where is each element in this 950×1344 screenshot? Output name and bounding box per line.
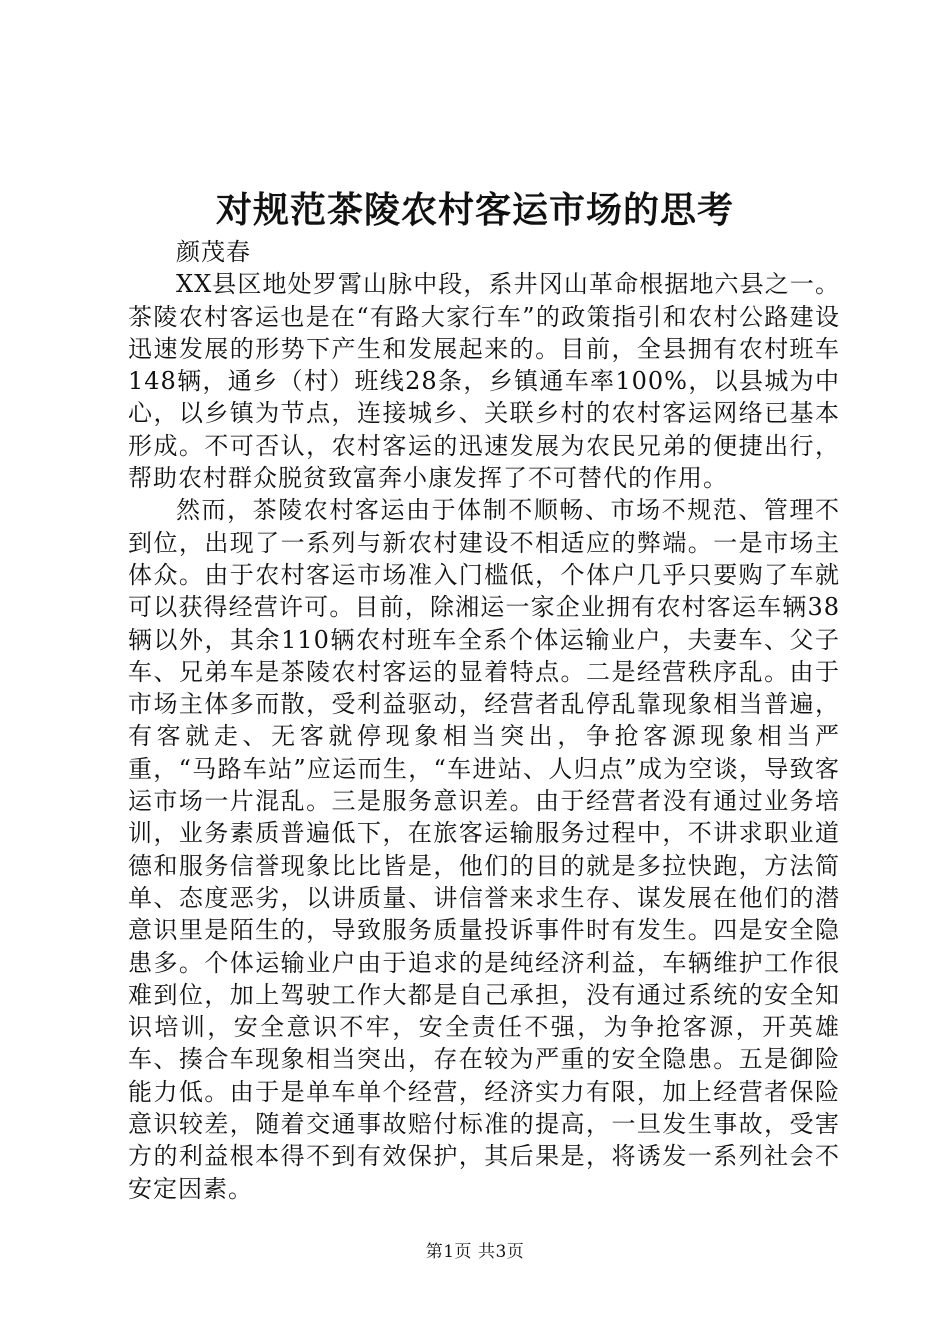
page-footer: 第1页 共3页 <box>425 1242 525 1262</box>
paragraph-2: 然而，茶陵农村客运由于体制不顺畅、市场不规范、管理不到位，出现了一系列与新农村建设不相适应的弊端。一是市场主体众。由于农村客运市场准入门槛低，个体户几乎只要购了车就可以获得经营许可。目前，除湘运一家企业拥有农村客运车辆38辆以外，其余110辆农村班车全系个体运输业户，夫妻车、父子车、兄弟车是茶陵农村客运的显着特点。二是经营秩序乱。由于市场主体多而散，受利益驱动，经营者乱停乱靠现象相当普遍，有客就走、无客就停现象相当突出，争抢客源现象相当严重，“马路车站”应运而生，“车进站、人归点”成为空谈，导致客运市场一片混乱。三是服务意识差。由于经营者没有通过业务培训，业务素质普遍低下，在旅客运输服务过程中，不讲求职业道德和服务信誉现象比比皆是，他们的目的就是多拉快跑，方法简单、态度恶劣，以讲质量、讲信誉来求生存、谋发展在他们的潜意识里是陌生的，导致服务质量投诉事件时有发生。四是安全隐患多。个体运输业户由于追求的是纯经济利益，车辆维护工作很难到位，加上驾驶工作大都是自己承担，没有通过系统的安全知识培训，安全意识不牢，安全责任不强，为争抢客源，开英雄车、揍合车现象相当突出，存在较为严重的安全隐患。五是御险能力低。由于是单车单个经营，经济实力有限，加上经营者保险意识较差，随着交通事故赔付标准的提高，一旦发生事故，受害方的利益根本得不到有效保护，其后果是，将诱发一系列社会不安定因素。 <box>128 496 840 1203</box>
author-name: 颜茂春 <box>176 238 251 266</box>
document-title: 对规范茶陵农村客运市场的思考 <box>215 189 734 231</box>
document-body <box>128 236 840 1205</box>
paragraph-1: XX县区地处罗霄山脉中段，系井冈山革命根据地六县之一。茶陵农村客运也是在“有路大家行车”的政策指引和农村公路建设迅速发展的形势下产生和发展起来的。目前，全县拥有农村班车148辆，通乡（村）班线28条，乡镇通车率100%，以县城为中心，以乡镇为节点，连接城乡、关联乡村的农村客运网络已基本形成。不可否认，农村客运的迅速发展为农民兄弟的便捷出行，帮助农村群众脱贫致富奔小康发挥了不可替代的作用。 <box>128 270 840 493</box>
